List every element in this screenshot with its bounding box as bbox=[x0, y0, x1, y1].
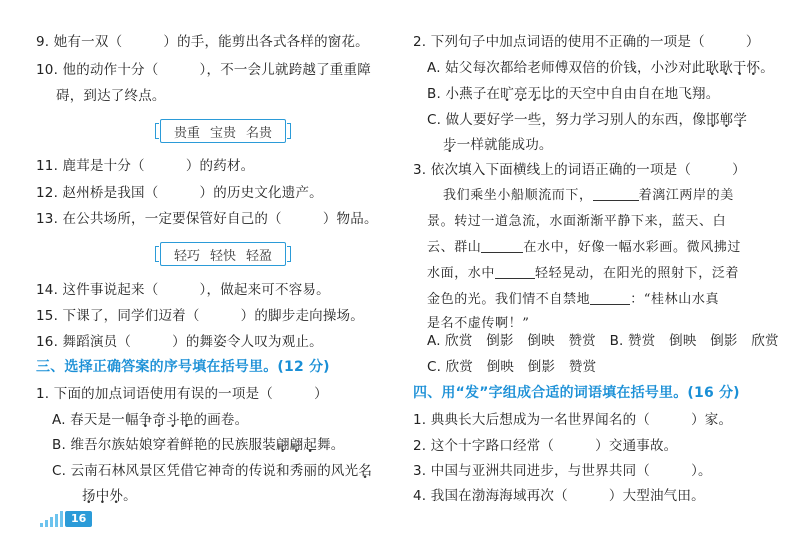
section-4-question-2: 2. 这个十字路口经常（ ）交通事故。 bbox=[413, 438, 678, 454]
dotted-phrase: 名 bbox=[358, 463, 373, 479]
passage-line-3: 云、群山 在水中，好像一幅水彩画。微风拂过 bbox=[427, 240, 742, 255]
word-option: 宝贵 bbox=[209, 125, 236, 141]
q2-option-c-line2: 步一样就能成功。 bbox=[443, 137, 553, 153]
word-option: 贵重 bbox=[173, 125, 200, 141]
option-c-line2: 扬中外。 bbox=[82, 488, 137, 504]
word-box-1 bbox=[160, 119, 286, 143]
word-option: 轻巧 bbox=[173, 248, 200, 264]
question-3: 3. 依次填入下面横线上的词语正确的一项是（ ） bbox=[413, 162, 746, 178]
dotted-phrase: 邯郸学 bbox=[705, 112, 748, 128]
passage-line-5: 金色的光。我们情不自禁地 ：“桂林山水真 bbox=[427, 292, 720, 307]
question-14: 14. 这件事说起来（ ），做起来可不容易。 bbox=[36, 282, 330, 298]
dotted-phrase: 步 bbox=[443, 137, 457, 153]
word-box-2 bbox=[160, 242, 286, 266]
question-15: 15. 下课了，同学们迈着（ ）的脚步走向操场。 bbox=[36, 308, 364, 324]
fill-blank-4[interactable] bbox=[590, 290, 630, 305]
option-c-line1: C. 云南石林风景区凭借它神奇的传说和秀丽的风光名 bbox=[52, 463, 373, 479]
dotted-phrase: 旷亮无比 bbox=[500, 86, 556, 102]
left-column bbox=[36, 0, 408, 548]
word-option: 轻快 bbox=[209, 248, 236, 264]
question-13: 13. 在公共场所，一定要保管好自己的（ ）物品。 bbox=[36, 211, 378, 227]
section-4-question-3: 3. 中国与亚洲共同进步，与世界共同（ ）。 bbox=[413, 463, 712, 479]
question-10-line1: 10. 他的动作十分（ ），不一会儿就跨越了重重障 bbox=[36, 62, 371, 78]
page-number: 16 bbox=[65, 511, 92, 527]
passage-line-2: 景。转过一道急流，水面渐渐平静下来，蓝天、白 bbox=[427, 214, 727, 229]
passage-line-1: 我们乘坐小船顺流而下， 着漓江两岸的美 bbox=[443, 188, 734, 203]
word-option: 名贵 bbox=[246, 125, 273, 141]
word-option: 轻盈 bbox=[246, 248, 273, 264]
question-16: 16. 舞蹈演员（ ）的舞姿令人叹为观止。 bbox=[36, 334, 323, 350]
dotted-phrase: 翩翩起 bbox=[275, 437, 318, 453]
section-4-heading: 四、用“发”字组成合适的词语填在括号里。(16 分) bbox=[413, 385, 740, 401]
passage-line-4: 水面，水中 轻轻晃动，在阳光的照射下，泛着 bbox=[427, 266, 740, 281]
q3-options-ab: A. 欣赏 倒影 倒映 赞赏 B. 赞赏 倒映 倒影 欣赏 bbox=[427, 333, 779, 349]
fill-blank-3[interactable] bbox=[495, 264, 535, 279]
section-3-heading: 三、选择正确答案的序号填在括号里。(12 分) bbox=[36, 359, 330, 375]
option-a: A. 春天是一幅争奇斗艳的画卷。 bbox=[52, 412, 249, 428]
q3-option-c: C. 欣赏 倒映 倒影 赞赏 bbox=[427, 359, 597, 375]
question-2: 2. 下列句子中加点词语的使用不正确的一项是（ ） bbox=[413, 34, 760, 50]
fill-blank-2[interactable] bbox=[481, 238, 523, 253]
dotted-phrase: 扬中外 bbox=[82, 488, 124, 504]
option-b: B. 维吾尔族姑娘穿着鲜艳的民族服装翩翩起舞。 bbox=[52, 437, 345, 453]
question-10-line2: 碍，到达了终点。 bbox=[56, 88, 166, 104]
page-number-badge bbox=[40, 511, 92, 527]
decorative-bars-icon bbox=[40, 511, 63, 527]
right-column bbox=[413, 0, 779, 548]
q2-option-b: B. 小燕子在旷亮无比的天空中自由自在地飞翔。 bbox=[427, 86, 720, 102]
question-12: 12. 赵州桥是我国（ ）的历史文化遗产。 bbox=[36, 185, 323, 201]
q2-option-c-line1: C. 做人要好学一些，努力学习别人的东西，像邯郸学 bbox=[427, 112, 748, 128]
section-4-question-1: 1. 典典长大后想成为一名世界闻名的（ ）家。 bbox=[413, 412, 733, 428]
fill-blank-1[interactable] bbox=[593, 186, 639, 201]
question-11: 11. 鹿茸是十分（ ）的药材。 bbox=[36, 158, 255, 174]
dotted-phrase: 争奇斗艳 bbox=[138, 412, 194, 428]
question-9: 9. 她有一双（ ）的手，能剪出各式各样的窗花。 bbox=[36, 34, 369, 50]
passage-line-6: 是名不虚传啊！” bbox=[427, 316, 530, 331]
section-3-question-1: 1. 下面的加点词语使用有误的一项是（ ） bbox=[36, 386, 328, 402]
dotted-phrase: 耿耿于怀 bbox=[705, 60, 761, 76]
q2-option-a: A. 姑父每次都给老师傅双倍的价钱，小沙对此耿耿于怀。 bbox=[427, 60, 774, 76]
section-4-question-4: 4. 我国在渤海海域再次（ ）大型油气田。 bbox=[413, 488, 705, 504]
